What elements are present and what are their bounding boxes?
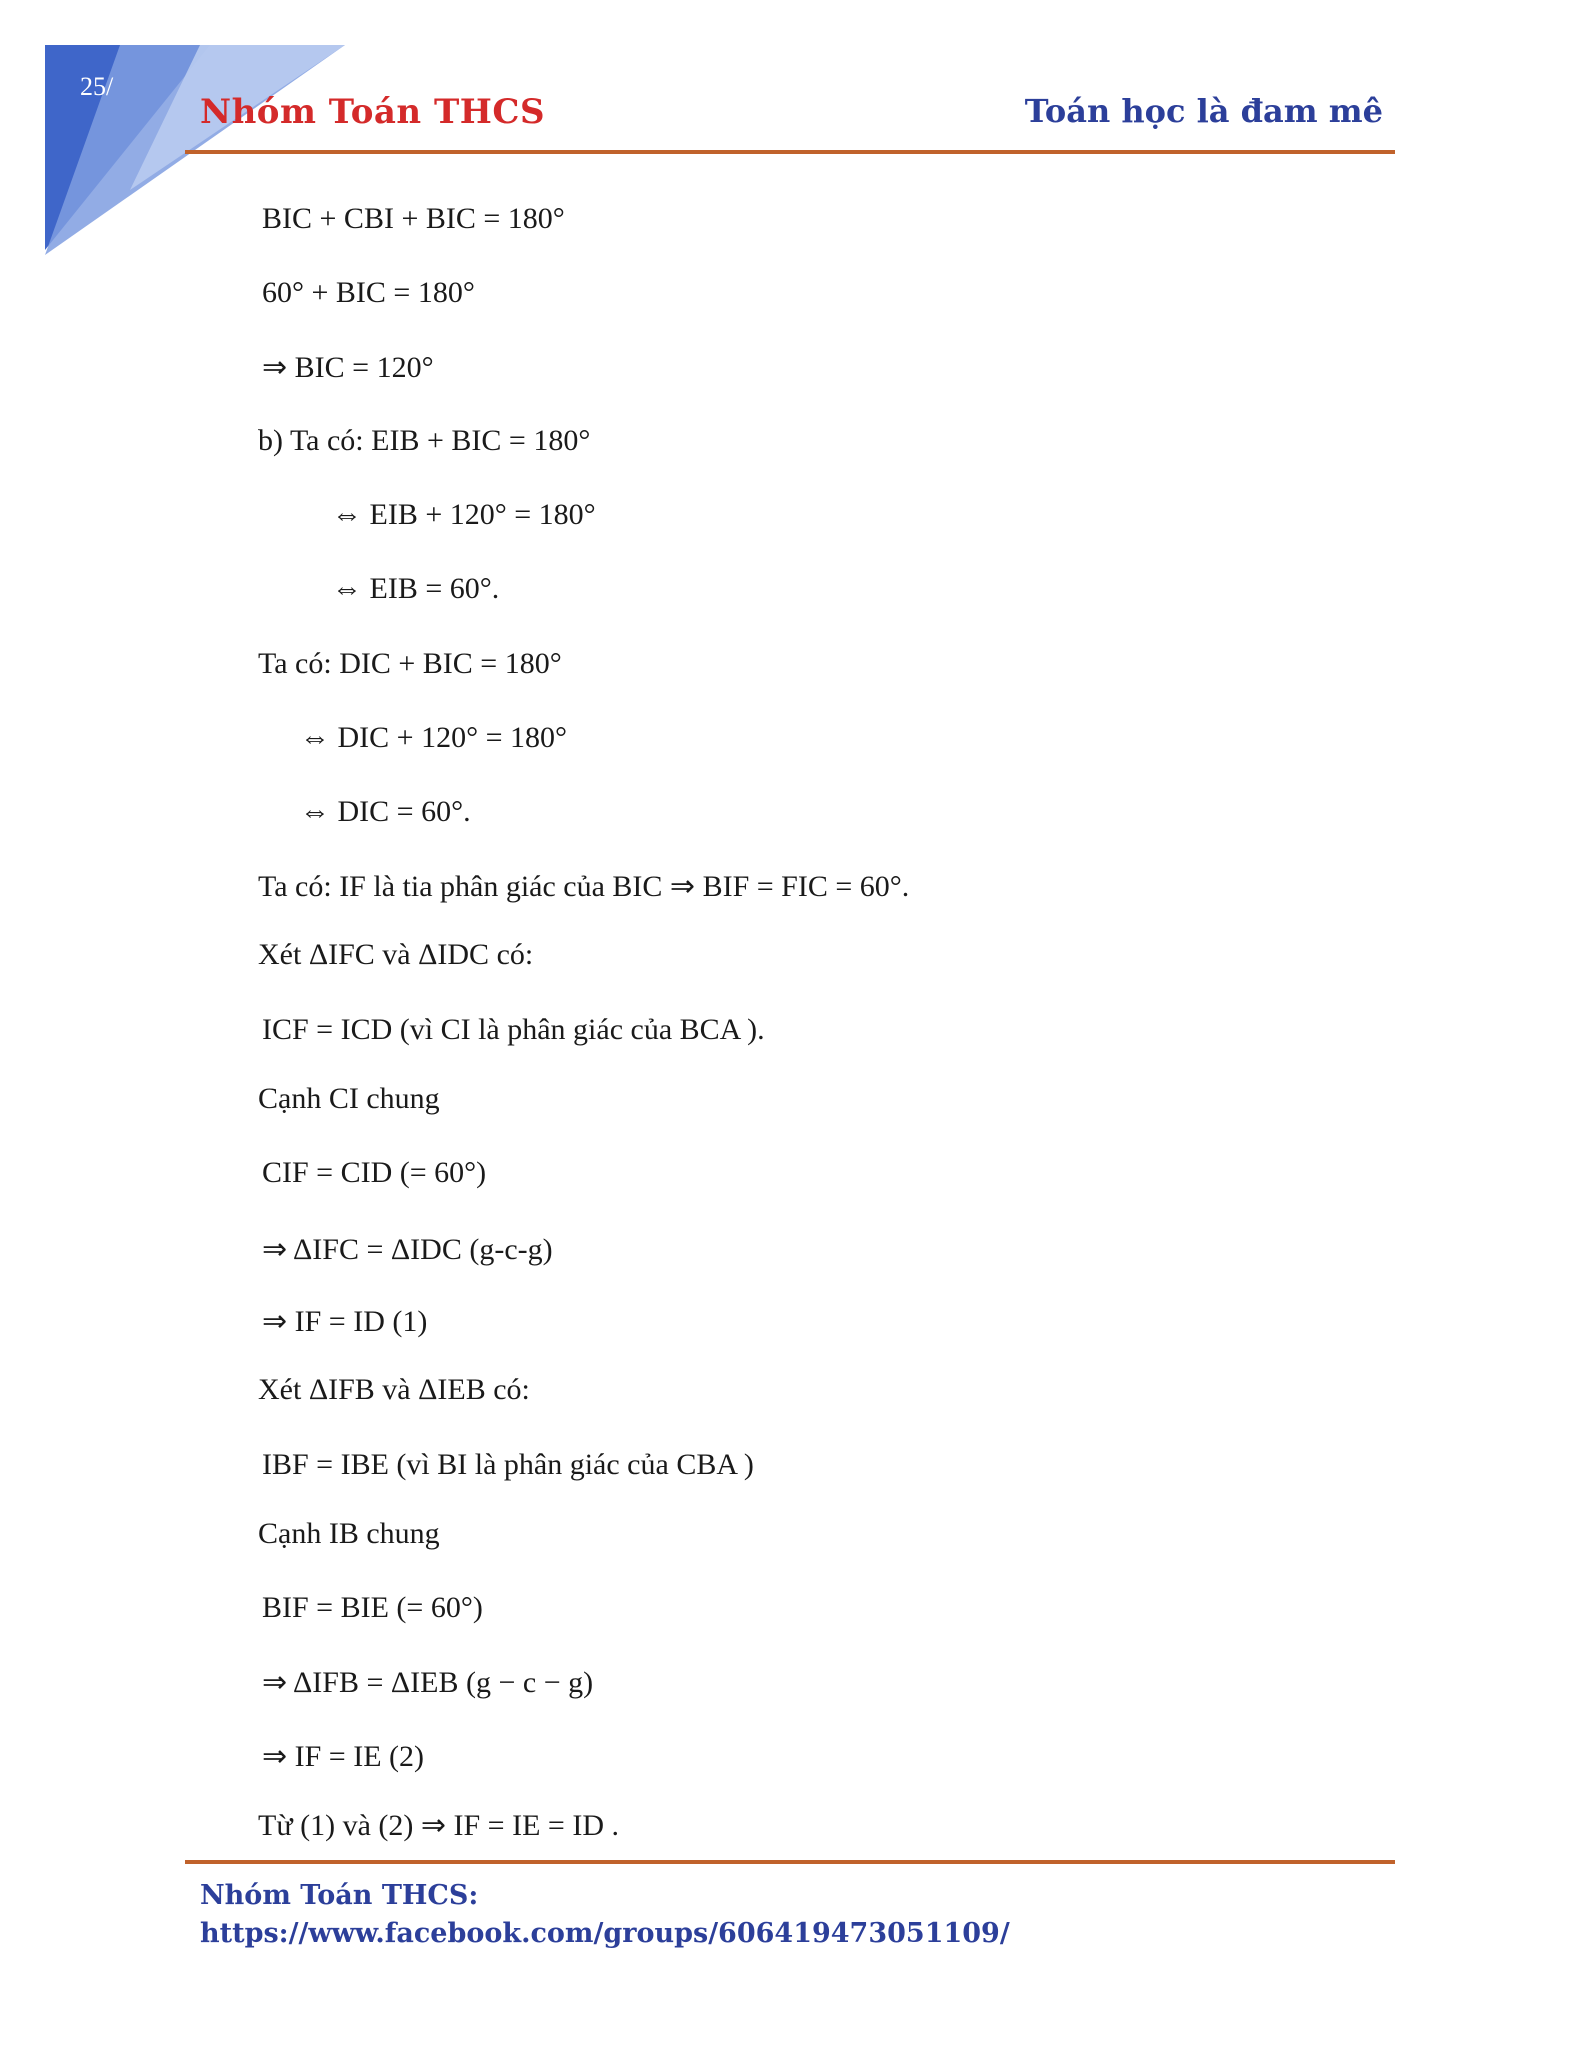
footer-link[interactable]: https://www.facebook.com/groups/606419473051109/ bbox=[200, 1918, 1010, 1949]
math-line: BIF = BIE (= 60°) bbox=[262, 1591, 483, 1624]
math-line: ⇒ BIC = 120° bbox=[262, 351, 434, 384]
header-left-title: Nhóm Toán THCS bbox=[200, 92, 545, 132]
math-line: b) Ta có: EIB + BIC = 180° bbox=[258, 424, 591, 457]
math-line: ⇔ DIC = 60°. bbox=[300, 795, 471, 828]
math-line: Ta có: DIC + BIC = 180° bbox=[258, 647, 562, 680]
math-line: Cạnh CI chung bbox=[258, 1082, 440, 1115]
math-line: Xét ΔIFC và ΔIDC có: bbox=[258, 938, 534, 971]
math-line: ⇒ ΔIFB = ΔIEB (g − c − g) bbox=[262, 1666, 594, 1699]
math-line: Xét ΔIFB và ΔIEB có: bbox=[258, 1373, 530, 1406]
math-line: ⇒ IF = IE (2) bbox=[262, 1740, 425, 1773]
math-line: ⇔ DIC + 120° = 180° bbox=[300, 721, 567, 754]
math-line: ⇔ EIB = 60°. bbox=[332, 572, 500, 605]
math-line: Từ (1) và (2) ⇒ IF = IE = ID . bbox=[258, 1809, 619, 1842]
math-line: ⇒ IF = ID (1) bbox=[262, 1305, 428, 1338]
math-line: CIF = CID (= 60°) bbox=[262, 1156, 487, 1189]
math-line: Cạnh IB chung bbox=[258, 1517, 440, 1550]
page-number: 25/ bbox=[80, 72, 114, 101]
header-right-title: Toán học là đam mê bbox=[1024, 92, 1383, 130]
math-line: 60° + BIC = 180° bbox=[262, 276, 475, 309]
footer-rule bbox=[185, 1860, 1395, 1864]
math-line: IBF = IBE (vì BI là phân giác của CBA ) bbox=[262, 1448, 754, 1481]
math-line: ⇒ ΔIFC = ΔIDC (g-c-g) bbox=[262, 1233, 553, 1266]
math-line: ⇔ EIB + 120° = 180° bbox=[332, 498, 596, 531]
footer-title: Nhóm Toán THCS: bbox=[200, 1880, 479, 1911]
math-line: BIC + CBI + BIC = 180° bbox=[262, 202, 565, 235]
math-line: ICF = ICD (vì CI là phân giác của BCA ). bbox=[262, 1013, 765, 1046]
math-line: Ta có: IF là tia phân giác của BIC ⇒ BIF = FIC = 60°. bbox=[258, 870, 910, 903]
